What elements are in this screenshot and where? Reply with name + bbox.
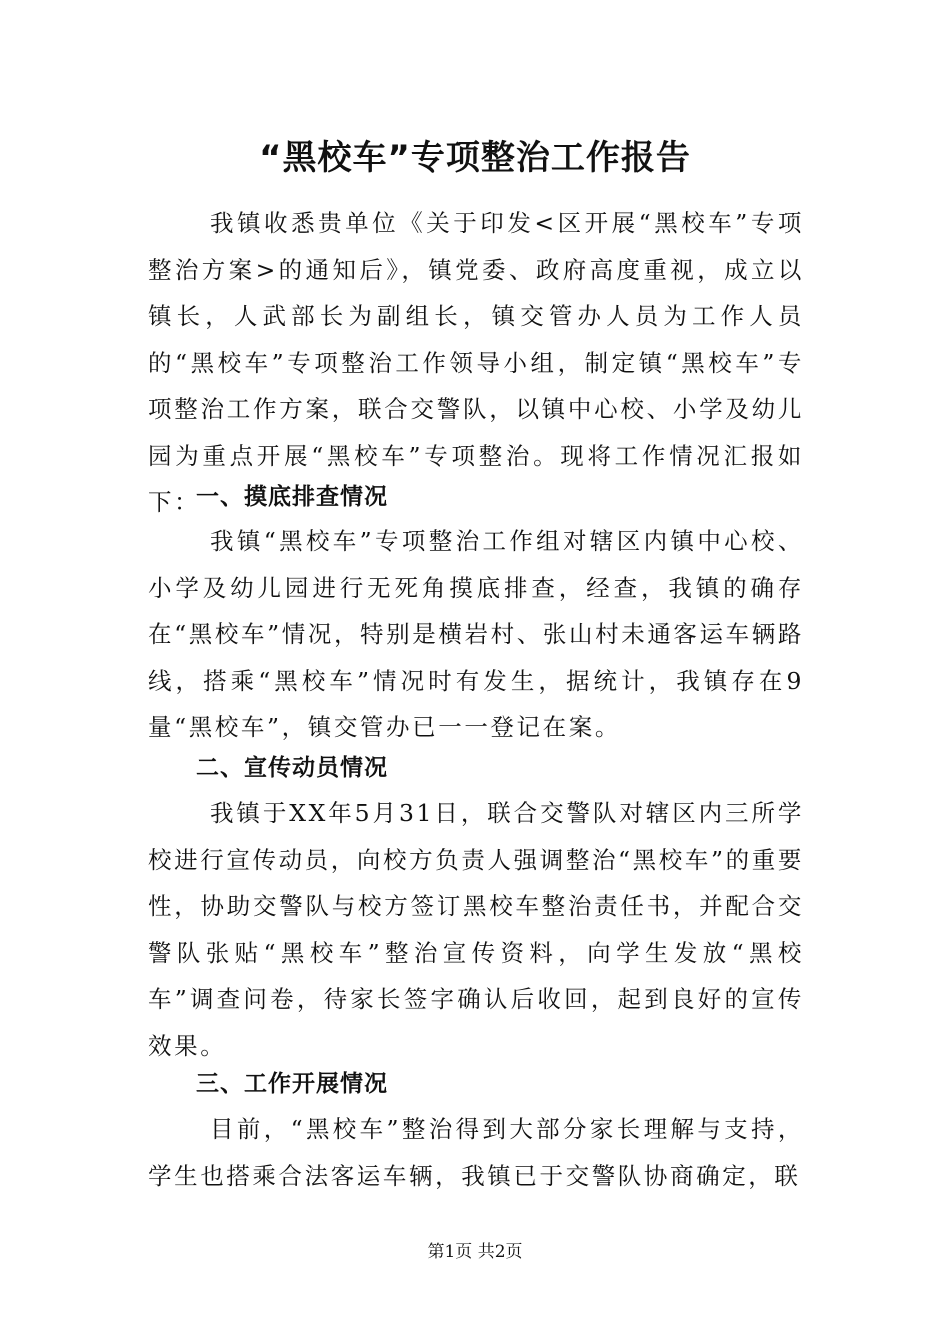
section-2-paragraph: 我镇于XX年5月31日，联合交警队对辖区内三所学校进行宣传动员，向校方负责人强调整治“黑校车”的重要性，协助交警队与校方签订黑校车整治责任书，并配合交警队张贴“黑校车”整治宣传资料，向学生发放“黑校车”调查问卷，待家长签字确认后收回，起到良好的宣传效果。: [148, 799, 804, 1060]
section-1-paragraph: 我镇“黑校车”专项整治工作组对辖区内镇中心校、小学及幼儿园进行无死角摸底排查，经查，我镇的确存在“黑校车”情况，特别是横岩村、张山村未通客运车辆路线，搭乘“黑校车”情况时有发生，据统计，我镇存在9量“黑校车”，镇交管办已一一登记在案。: [148, 527, 804, 741]
section-1-heading: 一、摸底排查情况: [196, 484, 388, 510]
document-title: “黑校车”专项整治工作报告: [259, 138, 691, 178]
section-2-heading: 二、宣传动员情况: [196, 755, 388, 781]
page-footer: 第1页 共2页: [427, 1242, 523, 1262]
section-3-paragraph: 目前，“黑校车”整治得到大部分家长理解与支持，学生也搭乘合法客运车辆，我镇已于交警队协商确定，联: [148, 1115, 804, 1190]
intro-paragraph: 我镇收悉贵单位《关于印发<区开展“黑校车”专项整治方案>的通知后》，镇党委、政府高度重视，成立以镇长，人武部长为副组长，镇交管办人员为工作人员的“黑校车”专项整治工作领导小组，制定镇“黑校车”专项整治工作方案，联合交警队，以镇中心校、小学及幼儿园为重点开展“黑校车”专项整治。现将工作情况汇报如下：: [148, 209, 804, 516]
section-3-heading: 三、工作开展情况: [196, 1071, 388, 1097]
